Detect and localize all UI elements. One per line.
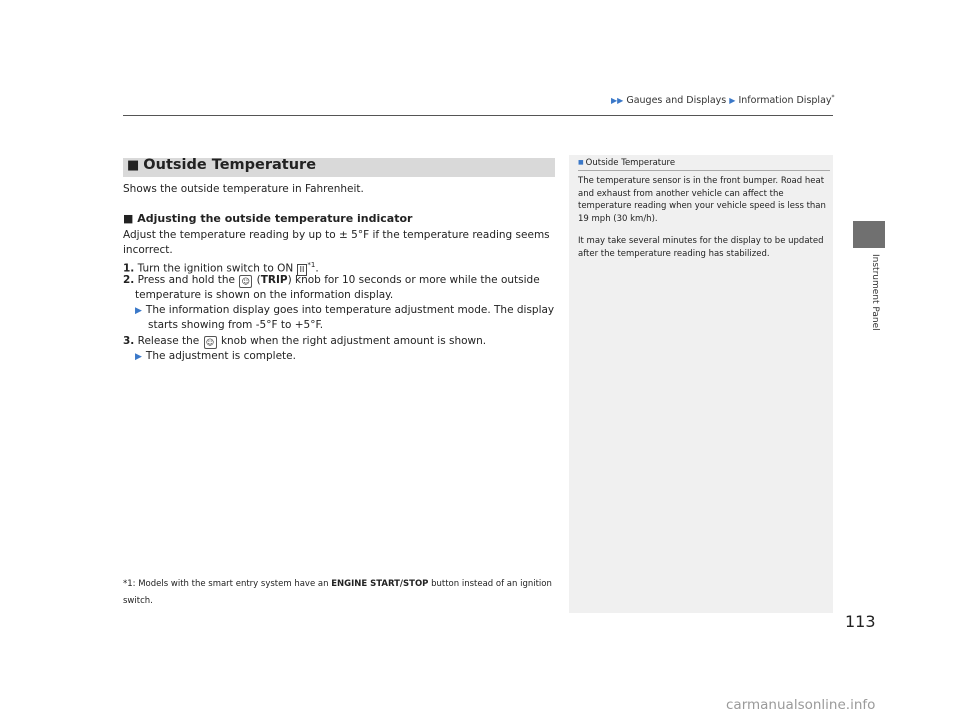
step-2-result: ▶ The information display goes into temperature adjustment mode. The display bbox=[135, 304, 555, 316]
step-3: 3. Release the ☺ knob when the right adjustment amount is shown. bbox=[123, 335, 487, 347]
sub-body-text: Adjust the temperature reading by up to ± 5°F if the temperature reading seems incorrect. bbox=[123, 229, 550, 256]
note-paragraph: The temperature sensor is in the front bumper. Road heat and exhaust from another vehicle can affect the temperature reading when your vehicle speed is less than 19 mph (30 km/h). bbox=[578, 176, 826, 224]
ignition-on-icon: II bbox=[297, 264, 308, 276]
note-divider bbox=[578, 170, 830, 171]
chapter-label: Instrument Panel bbox=[870, 254, 880, 331]
sub-heading: ■ Adjusting the outside temperature indicator bbox=[123, 212, 413, 225]
footnote: *1: Models with the smart entry system have an ENGINE START/STOP button instead of an ignition switch. bbox=[123, 579, 552, 606]
intro-text: Shows the outside temperature in Fahrenheit. bbox=[123, 183, 364, 195]
step-2-result-continued: starts showing from -5°F to +5°F. bbox=[148, 319, 324, 331]
breadcrumb-arrow-icon: ▶ bbox=[729, 96, 736, 106]
step-3-result: ▶ The adjustment is complete. bbox=[135, 350, 296, 362]
chapter-tab[interactable] bbox=[853, 221, 885, 248]
step-1: 1. Turn the ignition switch to ON II $^{*1}$. bbox=[123, 261, 319, 275]
result-arrow-icon: ▶ bbox=[135, 306, 142, 316]
watermark: carmanualsonline.info bbox=[726, 697, 876, 713]
breadcrumb-arrow-icon: ▶▶ bbox=[611, 96, 624, 106]
breadcrumb bbox=[611, 94, 835, 106]
breadcrumb-item-gauges[interactable]: Gauges and Displays bbox=[626, 95, 727, 107]
square-bullet-icon: ■ bbox=[127, 158, 140, 173]
knob-icon: ☺ bbox=[239, 275, 252, 288]
section-title: ■ Outside Temperature bbox=[127, 157, 317, 173]
step-2-continued: temperature is shown on the information display. bbox=[135, 289, 394, 301]
knob-icon: ☺ bbox=[204, 336, 217, 349]
note-text bbox=[578, 175, 830, 270]
step-2: 2. Press and hold the ☺ (TRIP) knob for 10 seconds or more while the outside bbox=[123, 274, 540, 286]
breadcrumb-item-info-display[interactable]: Information Display bbox=[738, 95, 832, 107]
note-title: ■ Outside Temperature bbox=[578, 158, 676, 168]
square-bullet-icon: ■ bbox=[123, 212, 138, 225]
note-paragraph: It may take several minutes for the display to be updated after the temperature reading has stabilized. bbox=[578, 236, 824, 259]
note-marker-icon: ■ bbox=[578, 159, 584, 166]
breadcrumb-asterisk: * bbox=[831, 94, 835, 101]
header-divider bbox=[123, 115, 833, 116]
page-number: 113 bbox=[845, 612, 876, 631]
result-arrow-icon: ▶ bbox=[135, 352, 142, 362]
